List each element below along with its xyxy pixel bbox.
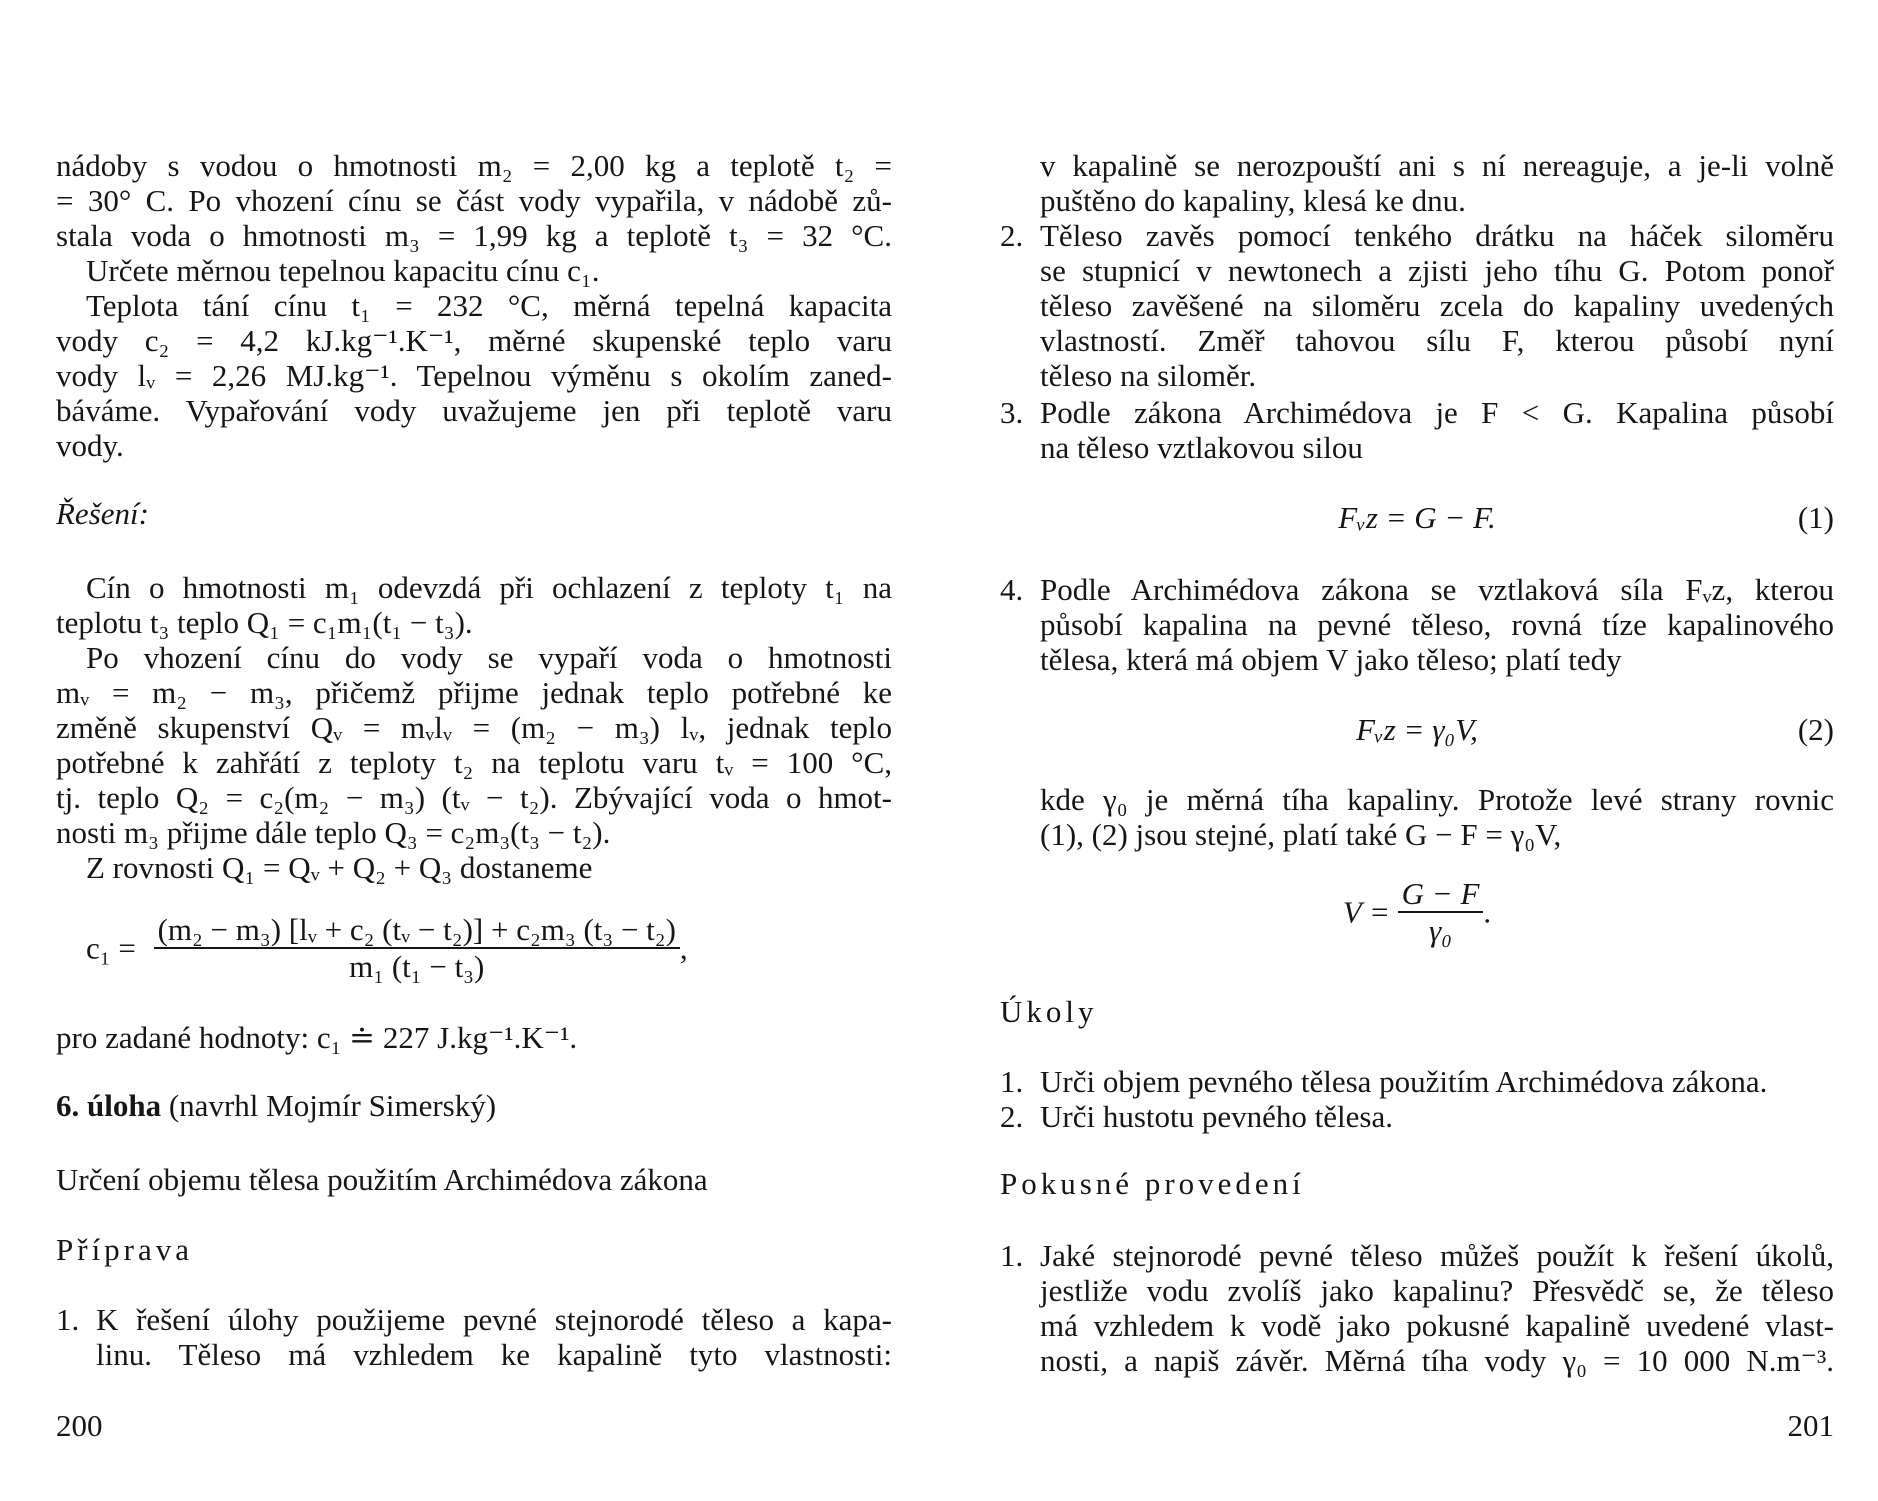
solution-heading-text: Řešení: <box>56 496 149 531</box>
text-line: Určete měrnou tepelnou kapacitu cínu c₁. <box>86 253 600 288</box>
procedure-heading: Pokusné provedení <box>1000 1166 1305 1201</box>
item-number: 3. <box>1000 395 1024 430</box>
equation-3-numerator: G − F <box>1401 876 1480 911</box>
formula-denominator: m₁ (t₁ − t₃) <box>154 947 680 984</box>
text-line: tělesa, která má objem V jako těleso; platí tedy <box>1040 642 1622 677</box>
text-line: = 30° C. Po vhození cínu se část vody vypařila, v nádobě zů- <box>56 183 892 218</box>
equation-3-trail: . <box>1483 894 1492 930</box>
solution-paragraph-3 <box>56 850 892 885</box>
text-line: mᵥ = m₂ − m₃, přičemž přijme jednak teplo potřebné ke <box>56 675 892 710</box>
equation-3-fraction <box>1398 876 1484 948</box>
item-number: 1. <box>1000 1238 1024 1273</box>
result-line: pro zadané hodnoty: c₁ ≐ 227 J.kg⁻¹.K⁻¹. <box>56 1020 578 1055</box>
page-number-right: 201 <box>1787 1408 1834 1443</box>
text-line: Jaké stejnorodé pevné těleso můžeš použít k řešení úkolů, <box>1040 1238 1834 1273</box>
text-line: jestliže vodu zvolíš jako kapalinu? Přesvědč se, že těleso <box>1040 1273 1834 1308</box>
page-number-left: 200 <box>56 1408 103 1443</box>
item-3 <box>1000 395 1834 465</box>
formula-trail: , <box>679 930 688 966</box>
left-page <box>56 0 892 1501</box>
formula-fraction <box>154 912 680 984</box>
preparation-item-1 <box>56 1302 892 1372</box>
equation-2 <box>1000 712 1834 747</box>
preparation-heading: Příprava <box>56 1232 194 1267</box>
text-line: Z rovnosti Q₁ = Qᵥ + Q₂ + Q₃ dostaneme <box>86 850 593 885</box>
equation-1-body: Fᵥz = G − F. <box>1338 500 1496 535</box>
text-line: Podle Archimédova zákona se vztlaková síla Fᵥz, kterou <box>1040 572 1834 607</box>
text-line: vody c₂ = 4,2 kJ.kg⁻¹.K⁻¹, měrné skupenské teplo varu <box>56 323 892 358</box>
text-line: nádoby s vodou o hmotnosti m₂ = 2,00 kg a teplotě t₂ = <box>56 148 892 183</box>
text-line: K řešení úlohy použijeme pevné stejnorodé těleso a kapa- <box>96 1302 892 1337</box>
text-line: nosti m₃ přijme dále teplo Q₃ = c₂m₃(t₃ − t₂). <box>56 815 611 850</box>
list-item <box>1000 1064 1834 1099</box>
text-line: působí kapalina na pevné těleso, rovná tíze kapalinového <box>1040 607 1834 642</box>
item-2 <box>1000 218 1834 393</box>
equation-1 <box>1000 500 1834 535</box>
item-number: 4. <box>1000 572 1024 607</box>
right-page <box>1000 0 1834 1501</box>
task-header <box>56 1088 892 1123</box>
given-paragraph <box>56 288 892 463</box>
text-line: vody lᵥ = 2,26 MJ.kg⁻¹. Tepelnou výměnu s okolím zaned- <box>56 358 892 393</box>
equation-3-lhs: V = <box>1342 894 1390 930</box>
text-line: na těleso vztlakovou silou <box>1040 430 1363 465</box>
text-line: těleso na siloměr. <box>1040 358 1257 393</box>
item-number: 1. <box>1000 1064 1024 1099</box>
item-number: 1. <box>56 1302 80 1337</box>
text-line: nosti, a napiš závěr. Měrná tíha vody γ₀ = 10 000 N.m⁻³. <box>1040 1343 1834 1378</box>
text-line: stala voda o hmotnosti m₃ = 1,99 kg a teplotě t₃ = 32 °C. <box>56 218 892 253</box>
equation-2-number: (2) <box>1797 712 1834 747</box>
text-line: puštěno do kapaliny, klesá ke dnu. <box>1040 183 1466 218</box>
text-line: těleso zavěšené na siloměru zcela do kapaliny uvedených <box>1040 288 1834 323</box>
text-line: Cín o hmotnosti m₁ odevzdá při ochlazení z teploty t₁ na <box>86 570 892 605</box>
text-line: má vzhledem k vodě jako pokusné kapalině uvedené vlast- <box>1040 1308 1834 1343</box>
text-line: v kapalině se nerozpouští ani s ní nereaguje, a je-li volně <box>1040 148 1834 183</box>
text-line: Podle zákona Archimédova je F < G. Kapalina působí <box>1040 395 1834 430</box>
formula-lhs: c₁ = <box>86 930 136 966</box>
text-line: potřebné k zahřátí z teploty t₂ na teplotu varu tᵥ = 100 °C, <box>56 745 892 780</box>
continuation-paragraph <box>1000 148 1834 218</box>
item-number: 2. <box>1000 1099 1024 1134</box>
text-line: linu. Těleso má vzhledem ke kapalině tyto vlastnosti: <box>96 1337 892 1372</box>
text-line: kde γ₀ je měrná tíha kapaliny. Protože levé strany rovnic <box>1040 782 1834 817</box>
task-title: Určení objemu tělesa použitím Archimédova zákona <box>56 1162 708 1197</box>
procedure-item-1 <box>1000 1238 1834 1378</box>
text-line: báváme. Vypařování vody uvažujeme jen při teplotě varu <box>56 393 892 428</box>
tasks-list <box>1000 1064 1834 1134</box>
item-number: 2. <box>1000 218 1024 253</box>
text-line: vody. <box>56 428 124 463</box>
equation-3 <box>1000 876 1834 948</box>
tasks-heading: Úkoly <box>1000 994 1098 1029</box>
text-line: (1), (2) jsou stejné, platí také G − F = γ₀V, <box>1040 817 1562 852</box>
solution-paragraph-2 <box>56 640 892 850</box>
text-line: vlastností. Změř tahovou sílu F, kterou působí nyní <box>1040 323 1834 358</box>
text-line: Těleso zavěs pomocí tenkého drátku na háček siloměru <box>1040 218 1834 253</box>
formula-c1 <box>86 912 892 984</box>
solution-heading <box>56 496 892 531</box>
text-line: se stupnicí v newtonech a zjisti jeho tíhu G. Potom ponoř <box>1040 253 1834 288</box>
equation-3-denominator: γ₀ <box>1398 911 1484 948</box>
after-equation-2 <box>1000 782 1834 852</box>
task-number: 6. úloha <box>56 1088 162 1123</box>
text-line: Teplota tání cínu t₁ = 232 °C, měrná tepelná kapacita <box>86 288 892 323</box>
text-line: tj. teplo Q₂ = c₂(m₂ − m₃) (tᵥ − t₂). Zbývající voda o hmot- <box>56 780 892 815</box>
list-item-text: Urči objem pevného tělesa použitím Archimédova zákona. <box>1040 1064 1768 1099</box>
text-line: změně skupenství Qᵥ = mᵥlᵥ = (m₂ − m₃) lᵥ, jednak teplo <box>56 710 892 745</box>
intro-paragraph <box>56 148 892 288</box>
text-line: teplotu t₃ teplo Q₁ = c₁m₁(t₁ − t₃). <box>56 605 473 640</box>
task-author: (navrhl Mojmír Simerský) <box>168 1088 497 1123</box>
solution-paragraph-1 <box>56 570 892 640</box>
item-4 <box>1000 572 1834 677</box>
equation-2-body: Fᵥz = γ₀V, <box>1356 712 1478 747</box>
equation-1-number: (1) <box>1797 500 1834 535</box>
list-item-text: Urči hustotu pevného tělesa. <box>1040 1099 1393 1134</box>
list-item <box>1000 1099 1834 1134</box>
formula-numerator: (m₂ − m₃) [lᵥ + c₂ (tᵥ − t₂)] + c₂m₃ (t₃ − t₂) <box>157 912 676 947</box>
text-line: Po vhození cínu do vody se vypaří voda o hmotnosti <box>86 640 892 675</box>
